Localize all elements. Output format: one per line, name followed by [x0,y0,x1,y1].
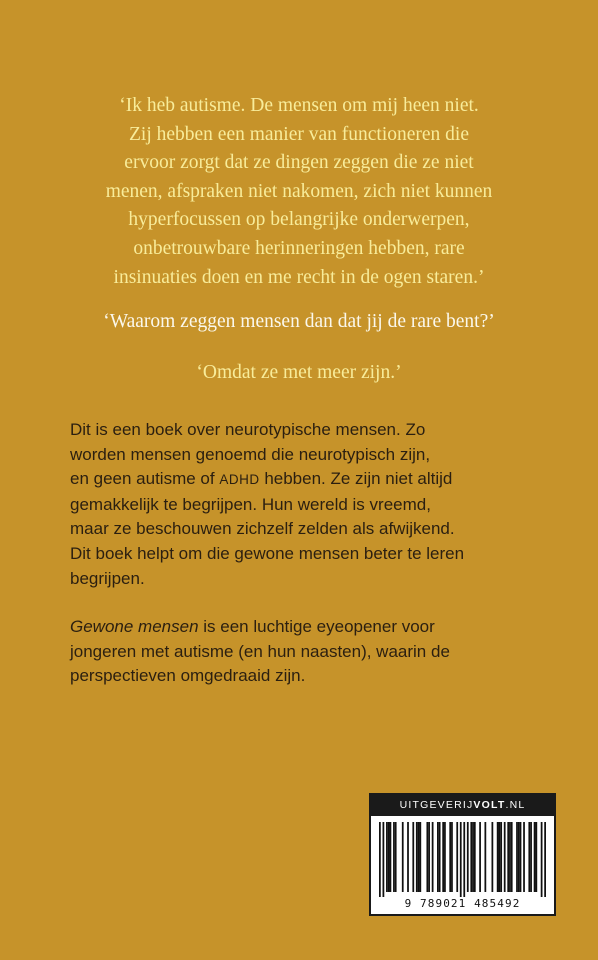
barcode-bar [497,822,499,892]
blurb-line: Dit boek helpt om die gewone mensen beter te leren [70,543,465,563]
barcode-bar [509,822,511,892]
barcode-bar [534,822,536,892]
barcode-bar [439,822,441,892]
barcode-bar [432,822,434,892]
barcode-bar [428,822,430,892]
barcode-image [379,822,546,897]
barcode-bar [426,822,428,892]
barcode-bar [530,822,532,892]
barcode-bar [500,822,502,892]
barcode-bar [544,822,546,897]
barcode-bar [504,822,506,892]
barcode-bar [474,822,476,892]
publisher-suffix: .NL [505,799,526,811]
blurb-line: gemakkelijk te begrijpen. Hun wereld is vreemd, [70,494,431,514]
barcode-bar [507,822,509,892]
barcode-bar [390,822,392,892]
barcode-bar [449,822,451,892]
blurb [70,418,540,689]
quote-one-line: Zij hebben een manier van functioneren die [128,123,470,145]
publisher-prefix: UITGEVERIJ [399,799,474,811]
blurb-line: begrijpen. [70,568,145,588]
barcode-bar [492,822,494,892]
barcode-bar [444,822,446,892]
blurb-line: hebben. Ze zijn niet altijd [259,469,453,489]
quote-one [0,92,598,292]
isbn-number: 9 789021 485492 [404,897,521,910]
barcode-bar [472,822,474,892]
barcode-bar [416,822,418,892]
publisher-url [371,795,554,816]
adhd-abbreviation: ADHD [219,472,260,488]
quote-block [0,92,598,387]
barcode-bar [520,822,522,892]
barcode-bar [523,822,525,892]
blurb-paragraph-two [70,615,540,689]
barcode-bar [412,822,414,892]
quote-three: ‘Omdat ze met meer zijn.’ [196,361,402,383]
barcode-bar [541,822,543,897]
barcode-bar [460,822,462,897]
barcode-bar [418,822,420,892]
quote-one-line: ervoor zorgt dat ze dingen zeggen die ze niet [124,152,474,174]
quote-two: ‘Waarom zeggen mensen dan dat jij de rare bent?’ [103,311,495,333]
barcode-bar [407,822,409,892]
blurb-paragraph-one [70,418,540,591]
barcode-box [369,793,556,916]
barcode-bar [456,822,458,892]
barcode-bar [393,822,395,892]
quote-one-line: menen, afspraken niet nakomen, zich niet kunnen [105,180,493,202]
barcode-bar [383,822,385,897]
blurb-line: jongeren met autisme (en hun naasten), waarin de [70,641,450,661]
barcode-bar [463,822,465,897]
barcode-bar [479,822,481,892]
barcode-bar [402,822,404,892]
barcode-bar [395,822,397,892]
book-title: Gewone mensen [70,617,199,637]
quote-one-line: onbetrouwbare herinneringen hebben, rare [133,237,465,259]
barcode-bar [451,822,453,892]
barcode-bar [516,822,518,892]
barcode-bar [499,822,501,892]
barcode-bar [535,822,537,892]
barcode-bar [386,822,388,892]
blurb-line: maar ze beschouwen zichzelf zelden als afwijkend. [70,519,455,539]
quote-one-line: hyperfocussen op belangrijke onderwerpen, [128,209,470,231]
barcode-bar [518,822,520,892]
barcode-bar [470,822,472,892]
blurb-line: perspectieven omgedraaid zijn. [70,666,306,686]
barcode-bar [511,822,513,892]
barcode-bar [379,822,381,897]
quote-one-line: ‘Ik heb autisme. De mensen om mij heen niet. [119,95,479,116]
barcode-bar [388,822,390,892]
barcode-bar [484,822,486,892]
barcode-bar [442,822,444,892]
barcode-bar [419,822,421,892]
blurb-line: worden mensen genoemd die neurotypisch zijn, [70,444,431,464]
quote-one-line: insinuaties doen en me recht in de ogen staren.’ [113,266,485,288]
barcode-bar [467,822,469,892]
blurb-line: Dit is een boek over neurotypische mensen. Zo [70,420,426,439]
blurb-line: en geen autisme of [70,469,220,489]
publisher-bold: VOLT [473,799,506,811]
barcode-bar [528,822,530,892]
blurb-line: is een luchtige eyeopener voor [198,617,435,637]
barcode-bar [437,822,439,892]
